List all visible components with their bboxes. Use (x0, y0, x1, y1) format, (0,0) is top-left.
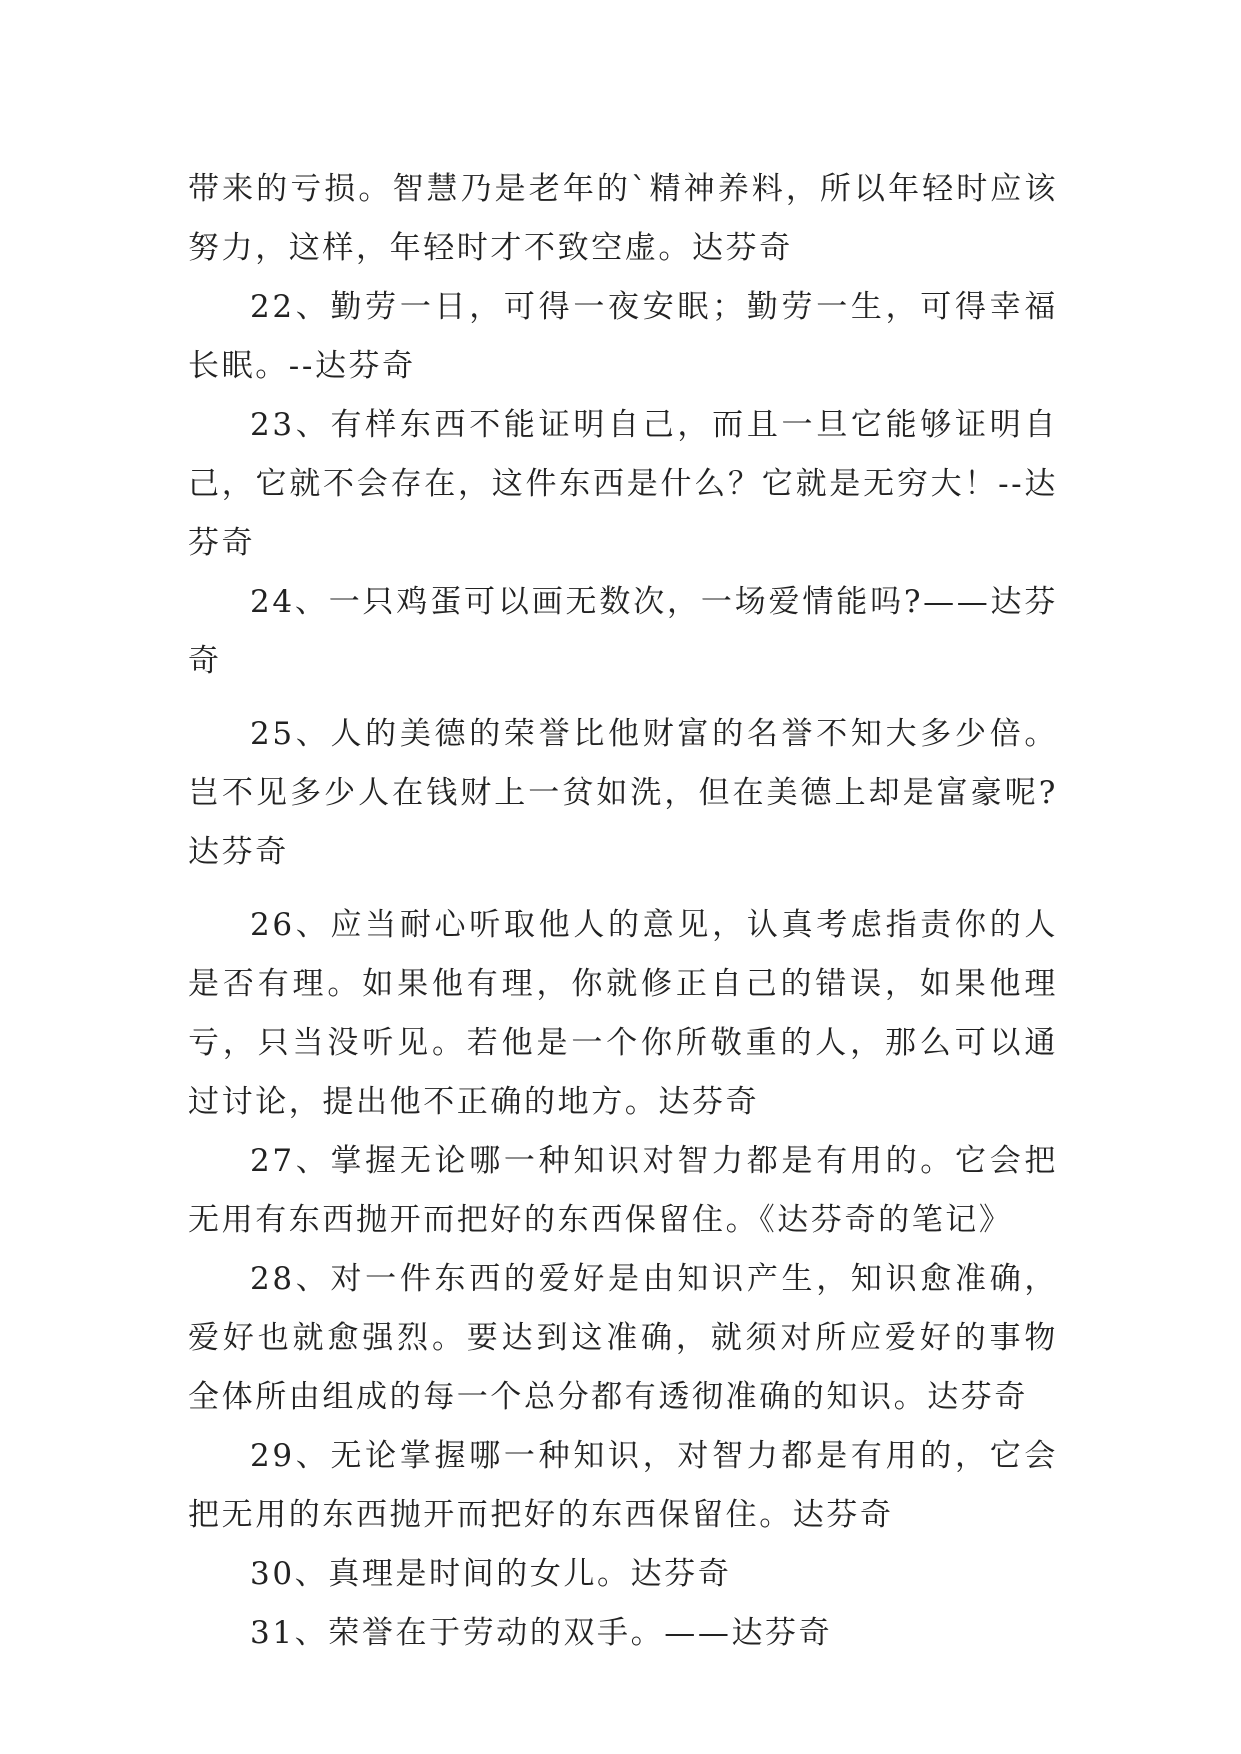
quote-29: 29、无论掌握哪一种知识，对智力都是有用的，它会把无用的东西抛开而把好的东西保留住。达芬奇 (188, 1438, 1058, 1533)
quote-22: 22、勤劳一日，可得一夜安眠；勤劳一生，可得幸福长眠。--达芬奇 (188, 289, 1058, 384)
quote-30: 30、真理是时间的女儿。达芬奇 (250, 1556, 732, 1592)
quote-27: 27、掌握无论哪一种知识对智力都是有用的。它会把无用有东西抛开而把好的东西保留住。《达芬奇的笔记》 (188, 1143, 1058, 1238)
paragraph-continuation: 带来的亏损。智慧乃是老年的`精神养料，所以年轻时应该努力，这样，年轻时才不致空虚。达芬奇 (188, 171, 1058, 266)
quote-24: 24、一只鸡蛋可以画无数次，一场爱情能吗?——达芬奇 (188, 584, 1058, 679)
quote-23: 23、有样东西不能证明自己，而且一旦它能够证明自己，它就不会存在，这件东西是什么？它就是无穷大！--达芬奇 (188, 407, 1058, 561)
quote-31: 31、荣誉在于劳动的双手。——达芬奇 (250, 1615, 833, 1651)
document-body (188, 160, 1058, 1663)
quote-28: 28、对一件东西的爱好是由知识产生，知识愈准确，爱好也就愈强烈。要达到这准确，就须对所应爱好的事物全体所由组成的每一个总分都有透彻准确的知识。达芬奇 (188, 1261, 1058, 1415)
quote-26: 26、应当耐心听取他人的意见，认真考虑指责你的人是否有理。如果他有理，你就修正自己的错误，如果他理亏，只当没听见。若他是一个你所敬重的人，那么可以通过讨论，提出他不正确的地方。达芬奇 (188, 907, 1058, 1120)
quote-25: 25、人的美德的荣誉比他财富的名誉不知大多少倍。岂不见多少人在钱财上一贫如洗，但在美德上却是富豪呢?达芬奇 (188, 716, 1058, 870)
